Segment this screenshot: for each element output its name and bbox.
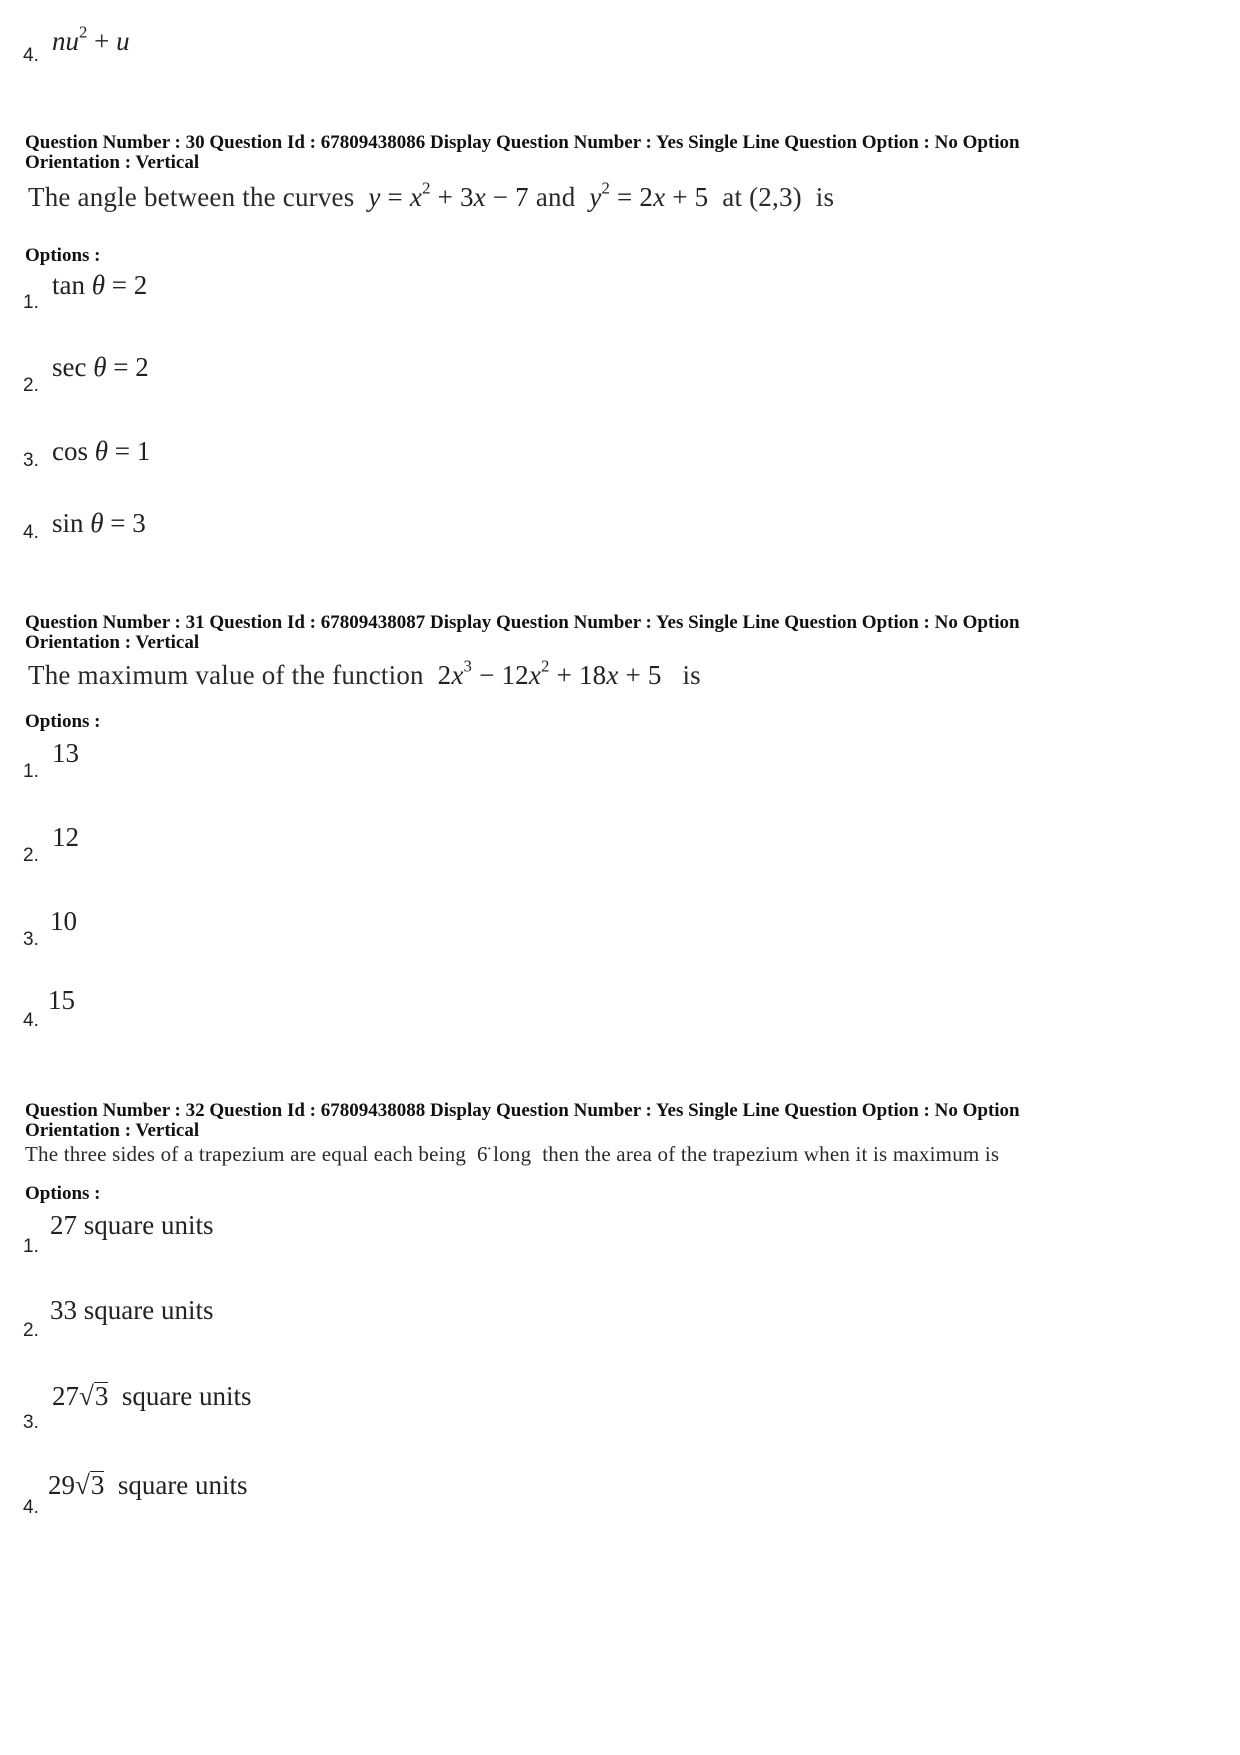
option-text: sin θ = 3 [52,508,146,538]
option-text: 27 square units [50,1210,214,1240]
option-text: 13 [52,738,79,768]
option-text: 10 [50,906,77,936]
option-text [52,1381,252,1412]
coefficient: 27 [52,1381,79,1411]
option-text: tan θ = 2 [52,270,148,300]
question-tail: is [682,660,701,690]
equation-2: $y^2 = 2x + 5$ [589,178,709,212]
option-number: 2. [23,845,39,866]
measure: 6̈ [476,1142,488,1166]
options-label: Options : [25,1183,101,1204]
question-32-text [25,1142,999,1167]
question-32-meta [25,1101,1205,1141]
option-number: 3. [23,929,39,950]
question-31-text [28,656,701,691]
question-30-meta [25,133,1205,173]
conjunction: and [535,182,576,212]
question-text: The maximum value of the function [28,660,424,690]
coefficient: 29 [48,1470,75,1500]
option-number: 4. [23,1010,39,1031]
option-text: 12 [52,822,79,852]
radicand: 3 [94,1381,109,1411]
option-number: 4. [23,1497,39,1518]
option-text: sec θ = 2 [52,352,149,382]
unit: square units [117,1470,248,1500]
question-meta-line1: Question Number : 31 Question Id : 67809438087 Display Question Number : Yes Single Line Question Option : No Option [25,612,1020,633]
option-number: 1. [23,292,39,313]
option-number: 1. [23,761,39,782]
question-meta-line2: Orientation : Vertical [25,1120,200,1141]
sqrt-icon: √ [79,1381,94,1411]
option-number: 1. [23,1236,39,1257]
option-number: 3. [23,1412,39,1433]
option-text: $nu^2 + u$ [52,22,130,56]
question-text: The three sides of a trapezium are equal each being [25,1142,467,1166]
options-label: Options : [25,711,101,732]
options-label: Options : [25,245,101,266]
question-meta-line2: Orientation : Vertical [25,152,200,173]
option-text: 15 [48,985,75,1015]
option-text: 33 square units [50,1295,214,1325]
point-text: at (2,3) [722,182,802,212]
radicand: 3 [90,1470,105,1500]
option-text: cos θ = 1 [52,436,151,466]
question-meta-line2: Orientation : Vertical [25,632,200,653]
question-30-text [28,178,835,213]
function-expression: $2x^3 - 12x^2 + 18x + 5$ [437,656,662,690]
option-number: 4. [23,522,39,543]
equation-1: $y = x^2 + 3x - 7$ [368,178,529,212]
option-number: 3. [23,450,39,471]
question-31-meta [25,613,1205,653]
question-meta-line1: Question Number : 32 Question Id : 67809438088 Display Question Number : Yes Single Line Question Option : No Option [25,1100,1020,1121]
question-meta-line1: Question Number : 30 Question Id : 67809438086 Display Question Number : Yes Single Line Question Option : No Option [25,132,1020,153]
option-number: 2. [23,375,39,396]
question-text-3: then the area of the trapezium when it is maximum is [542,1142,1000,1166]
unit: square units [121,1381,252,1411]
option-number: 2. [23,1320,39,1341]
question-text-2: long [493,1142,532,1166]
option-number: 4. [23,45,39,66]
sqrt-icon: √ [75,1470,90,1500]
question-text: The angle between the curves [28,182,355,212]
question-tail: is [815,182,835,212]
option-text [48,1470,248,1501]
